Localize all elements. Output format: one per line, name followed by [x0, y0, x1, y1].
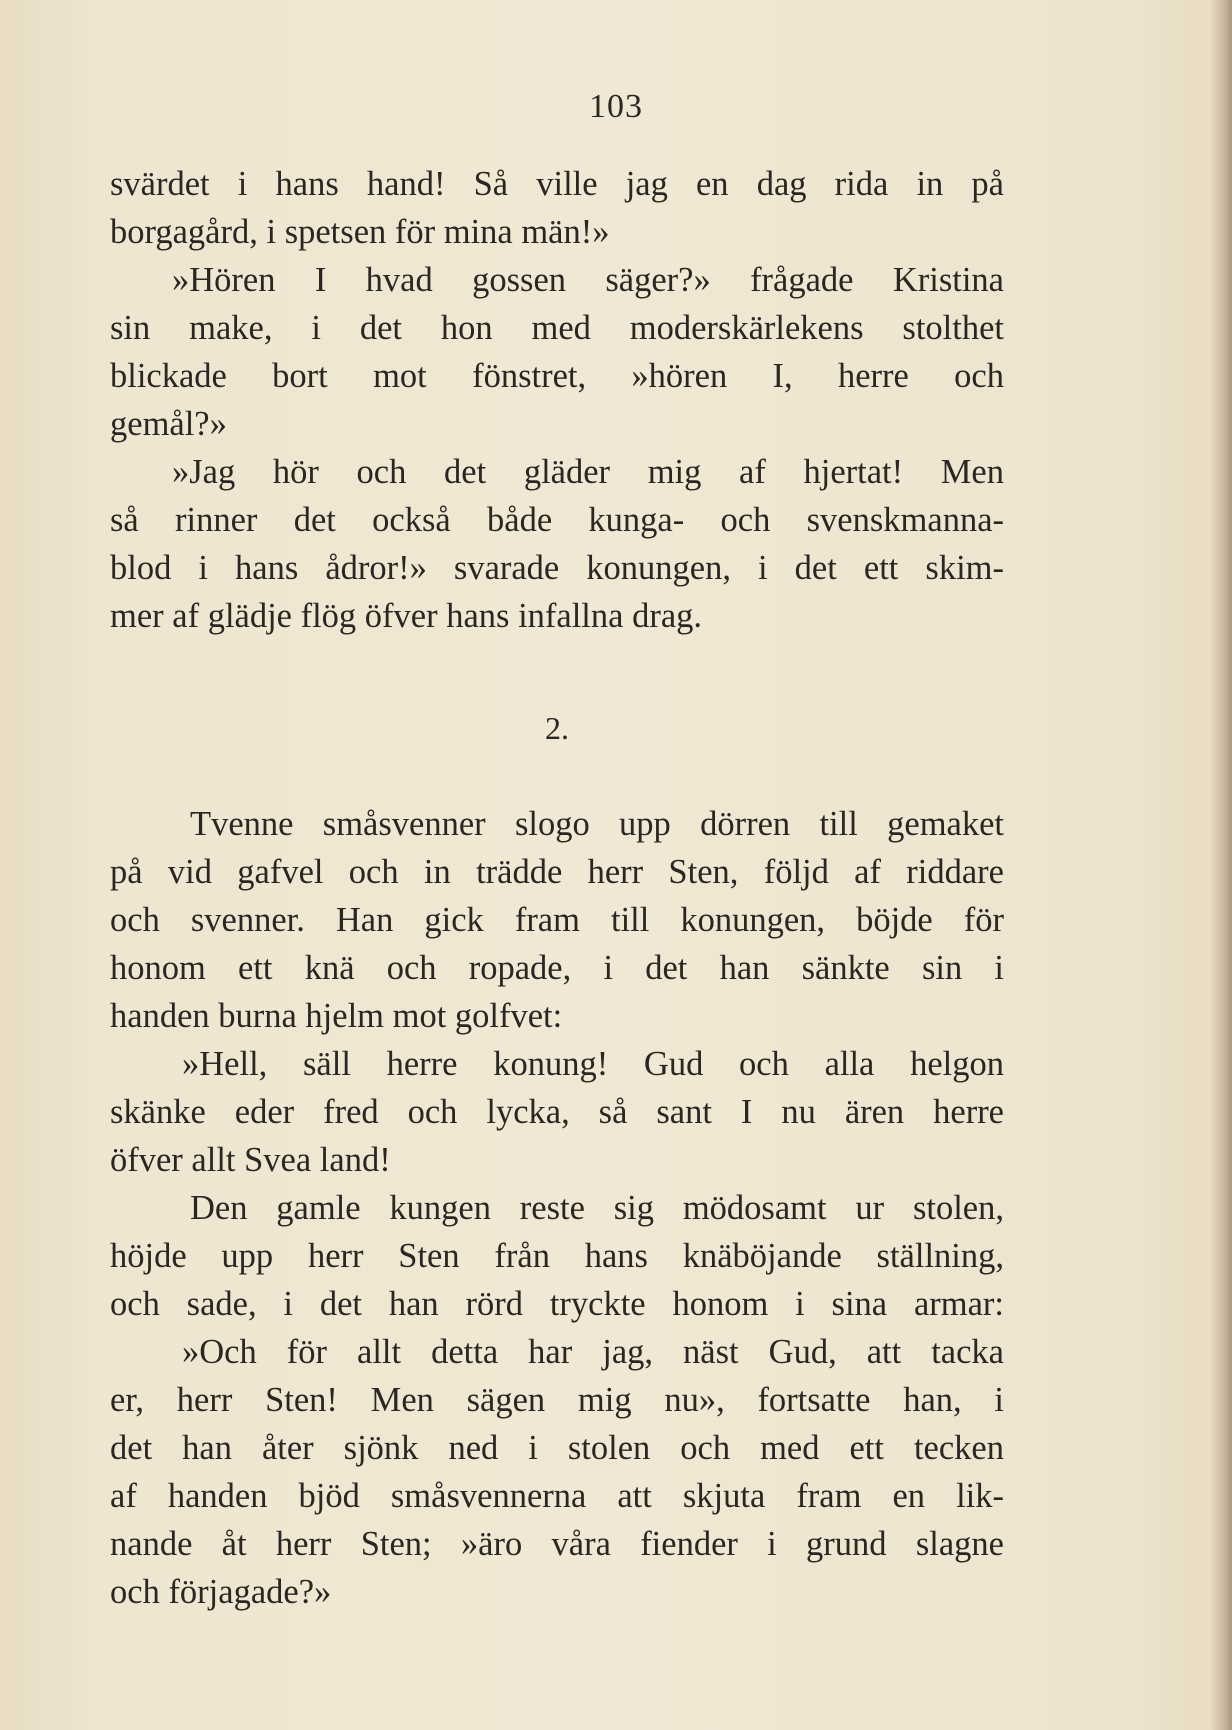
page-edge-shadow	[1210, 0, 1232, 1730]
text-line: Tvenne småsvenner slogo upp dörren till gemaket	[190, 805, 1004, 843]
text-line: nande åt herr Sten; »äro våra fiender i grund slagne	[110, 1525, 1004, 1563]
text-line: »Och för allt detta har jag, näst Gud, att tacka	[182, 1333, 1004, 1371]
text-line: honom ett knä och ropade, i det han sänkte sin i	[110, 949, 1004, 987]
text-line: »Hell, säll herre konung! Gud och alla helgon	[182, 1045, 1004, 1083]
text-line: höjde upp herr Sten från hans knäböjande ställning,	[110, 1237, 1004, 1275]
text-line: mer af glädje flög öfver hans infallna drag.	[110, 597, 703, 635]
text-line: och sade, i det han rörd tryckte honom i sina armar:	[110, 1285, 1004, 1323]
text-line: handen burna hjelm mot golfvet:	[110, 997, 563, 1035]
text-line: borgagård, i spetsen för mina män!»	[110, 213, 610, 251]
text-line: »Hören I hvad gossen säger?» frågade Kristina	[172, 261, 1004, 299]
page-number: 103	[589, 88, 643, 125]
text-line: af handen bjöd småsvennerna att skjuta fram en lik-	[110, 1477, 1004, 1515]
text-line: och svenner. Han gick fram till konungen, böjde för	[110, 901, 1004, 939]
text-line: skänke eder fred och lycka, så sant I nu ären herre	[110, 1093, 1004, 1131]
section-heading: 2.	[545, 710, 569, 746]
text-line: »Jag hör och det gläder mig af hjertat! Men	[172, 453, 1004, 491]
text-line: öfver allt Svea land!	[110, 1141, 391, 1179]
text-line: svärdet i hans hand! Så ville jag en dag rida in på	[110, 165, 1004, 203]
text-line: gemål?»	[110, 405, 227, 443]
text-line: så rinner det också både kunga- och svenskmanna-	[110, 501, 1004, 539]
text-line: Den gamle kungen reste sig mödosamt ur stolen,	[190, 1189, 1004, 1227]
text-line: och förjagade?»	[110, 1573, 332, 1611]
text-line: blod i hans ådror!» svarade konungen, i det ett skim-	[110, 549, 1004, 587]
text-line: blickade bort mot fönstret, »hören I, herre och	[110, 357, 1004, 395]
body-text	[110, 160, 1004, 1616]
text-line: er, herr Sten! Men sägen mig nu», fortsatte han, i	[110, 1381, 1004, 1419]
text-line: det han åter sjönk ned i stolen och med ett tecken	[110, 1429, 1004, 1467]
text-line: på vid gafvel och in trädde herr Sten, följd af riddare	[110, 853, 1004, 891]
text-line: sin make, i det hon med moderskärlekens stolthet	[110, 309, 1004, 347]
